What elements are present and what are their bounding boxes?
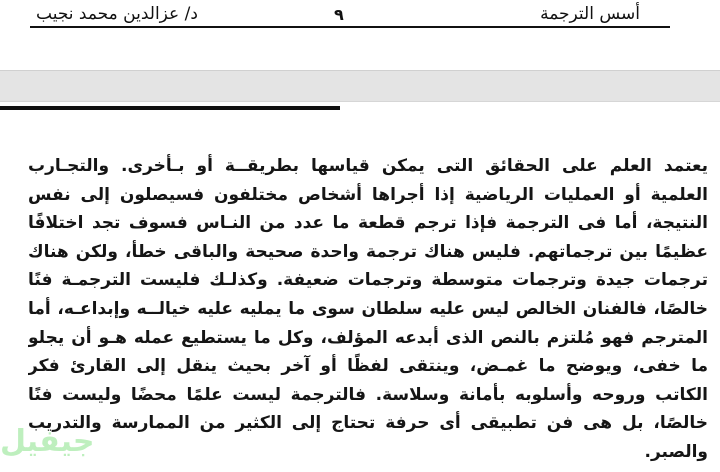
text-line: ما خفى، ويوضح ما غمـض، وينتقى لفظًا أو آخر بحيث ينقل إلى القارئ فكر [28, 356, 708, 377]
text-line: خالصًا، فالفنان الخالص ليس عليه سلطان سوى ما يمليه عليه خيالــه وإبداعـه، أما [28, 298, 708, 319]
body-paragraph [28, 152, 708, 467]
text-line: الكاتب وروحه وأسلوبه بأمانة وسلاسة. فالترجمة ليست علمًا محضًا وليست فنًا [28, 384, 708, 405]
book-title: أسس الترجمة [540, 4, 640, 24]
page-header [0, 0, 720, 40]
text-line: خالصًا، بل هى فن تطبيقى أى حرفة تحتاج إلى الكثير من الممارسة والتدريب [28, 413, 708, 434]
text-line: والصبر. [644, 441, 708, 462]
text-line: النتيجة، أما فى الترجمة فإذا ترجم قطعة ما عدد من النـاس فسوف تجد اختلافًا [28, 213, 708, 234]
header-rule [30, 26, 670, 28]
text-line: المترجم فهو مُلتزم بالنص الذى أبدعه المؤلف، وكل ما يستطيع عمله هـو أن يجلو [28, 327, 708, 348]
page-top-rule [0, 105, 720, 109]
author-name: د/ عزالدين محمد نجيب [36, 4, 198, 24]
page-number: ٩ [334, 5, 344, 24]
text-line: يعتمد العلم على الحقائق التى يمكن قياسها بطريقــة أو بـأخرى. والتجـارب [28, 156, 708, 176]
watermark-logo: جيفيل [0, 424, 95, 459]
text-line: ترجمات جيدة وترجمات متوسطة وترجمات ضعيفة. وكذلـك فليست الترجمـة فنًا [28, 270, 708, 291]
text-line: عظيمًا بين ترجماتهم. فليس هناك ترجمة واحدة صحيحة والباقى خطأ، ولكن هناك [28, 241, 708, 262]
text-line: العلمية أو العمليات الرياضية إذا أجراها أشخاص مختلفون فسيصلون إلى نفس [28, 184, 708, 205]
page-separator [0, 70, 720, 102]
